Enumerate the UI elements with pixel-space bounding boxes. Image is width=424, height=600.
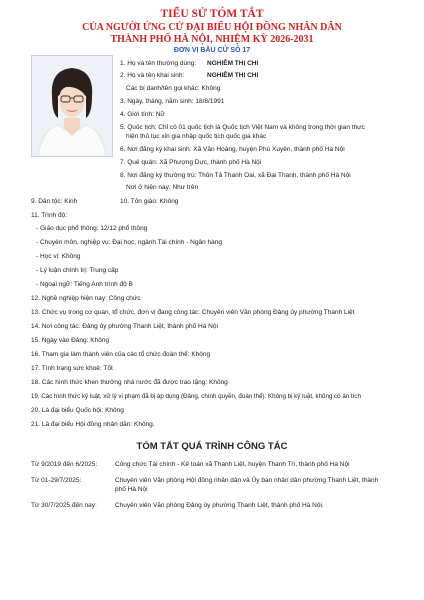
occupation: 12. Nghề nghiệp hiện nay: Công chức [31, 295, 141, 302]
education-language: - Ngoại ngữ: Tiếng Anh trình độ B [36, 281, 133, 288]
permanent-residence: 8. Nơi đăng ký thường trú: Thôn Tả Thanh Oai, xã Đại Thanh, thành phố Hà Nội [120, 172, 351, 179]
date-of-birth: 3. Ngày, tháng, năm sinh: 18/8/1991 [120, 98, 225, 105]
document-title: TIỂU SỬ TÓM TẮT [160, 8, 264, 20]
national-assembly-deputy: 20. Là đại biểu Quốc hội: Không [31, 407, 124, 414]
election-unit: ĐƠN VỊ BẦU CỬ SỐ 17 [173, 47, 251, 54]
common-name-value: NGHIÊM THỊ CHI [207, 60, 259, 67]
work-period-1: Từ 9/2019 đến 6/2025: [31, 461, 98, 468]
religion: 10. Tôn giáo: Không [120, 198, 179, 205]
portrait-photo [31, 55, 113, 157]
ethnicity: 9. Dân tộc: Kinh [31, 198, 78, 205]
nationality: 5. Quốc tịch: Chỉ có 01 quốc tịch là Quốc tịch Việt Nam và không trong thời gian thực [120, 124, 365, 131]
workplace: 14. Nơi công tác: Đảng ủy phường Thanh Liệt, thành phố Hà Nội [31, 323, 218, 330]
common-name-row [120, 59, 259, 68]
work-period-2: Từ 01-29/7/2025: [31, 477, 82, 484]
work-desc-2: Chuyên viên Văn phòng Hội đồng nhân dân và Ủy ban nhân dân phường Thanh Liệt, thành phố Hà Nội [115, 477, 379, 493]
discipline: 19. Các hình thức kỷ luật, xử lý vi phạm đã bị áp dụng (Đảng, chính quyền, đoàn thể): Không bị kỷ luật, không có án tích [31, 393, 361, 400]
union-membership: 16. Tham gia làm thành viên của các tổ chức đoàn thể: Không [31, 351, 211, 358]
nationality-cont: hiện thủ tục xin gia nhập quốc tịch quốc gia khác [126, 133, 267, 140]
birth-name-value: NGHIÊM THỊ CHI [207, 72, 259, 79]
education-specialty: - Chuyên môn, nghiệp vụ: Đại học, ngành Tài chính - Ngân hàng [36, 239, 222, 246]
document-title-line3: THÀNH PHỐ HÀ NỘI, NHIỆM KỲ 2026-2031 [110, 34, 314, 45]
other-names: Các bí danh/tên gọi khác: Không [126, 85, 221, 92]
gender: 4. Giới tính: Nữ [120, 111, 165, 118]
current-address: Nơi ở hiện nay: Như trên [126, 184, 199, 191]
document-title-line2: CỦA NGƯỜI ỨNG CỬ ĐẠI BIỂU HỘI ĐỒNG NHÂN DÂN [82, 22, 342, 33]
hometown: 7. Quê quán: Xã Phượng Dực, thành phố Hà Nội [120, 159, 262, 166]
education-title: 11. Trình độ: [31, 212, 68, 219]
party-date: 15. Ngày vào Đảng: Không [31, 337, 110, 344]
work-history-title: TÓM TẮT QUÁ TRÌNH CÔNG TÁC [136, 441, 288, 452]
birth-registration: 6. Nơi đăng ký khai sinh: Xã Văn Hoàng, huyện Phú Xuyên, thành phố Hà Nội [120, 146, 345, 153]
awards: 18. Các hình thức khen thưởng nhà nước đã được trao tặng: Không [31, 379, 228, 386]
position: 13. Chức vụ trong cơ quan, tổ chức, đơn vị đang công tác: Chuyên viên Văn phòng Đảng ủy phường Thanh Liệt [31, 309, 355, 316]
education-general: - Giáo dục phổ thông: 12/12 phổ thông [36, 225, 148, 232]
council-deputy: 21. Là đại biểu Hội đồng nhân dân: Không. [31, 421, 155, 428]
birth-name-row [120, 71, 259, 80]
education-degree: - Học vị: Không [36, 253, 81, 260]
work-desc-1: Công chức Tài chính - Kế toán xã Thanh Liệt, huyện Thanh Trì, thành phố Hà Nội [115, 461, 350, 468]
work-desc-3: Chuyên viên Văn phòng Đảng ủy phường Thanh Liệt, thành phố Hà Nội. [115, 502, 324, 509]
education-politics: - Lý luận chính trị: Trung cấp [36, 267, 119, 274]
common-name-label: 1. Họ và tên thường dùng: [120, 60, 197, 67]
birth-name-label: 2. Họ và tên khai sinh: [120, 72, 185, 79]
health-status: 17. Tình trạng sức khoẻ: Tốt [31, 365, 113, 372]
work-period-3: Từ 30/7/2025 đến nay: [31, 502, 97, 509]
